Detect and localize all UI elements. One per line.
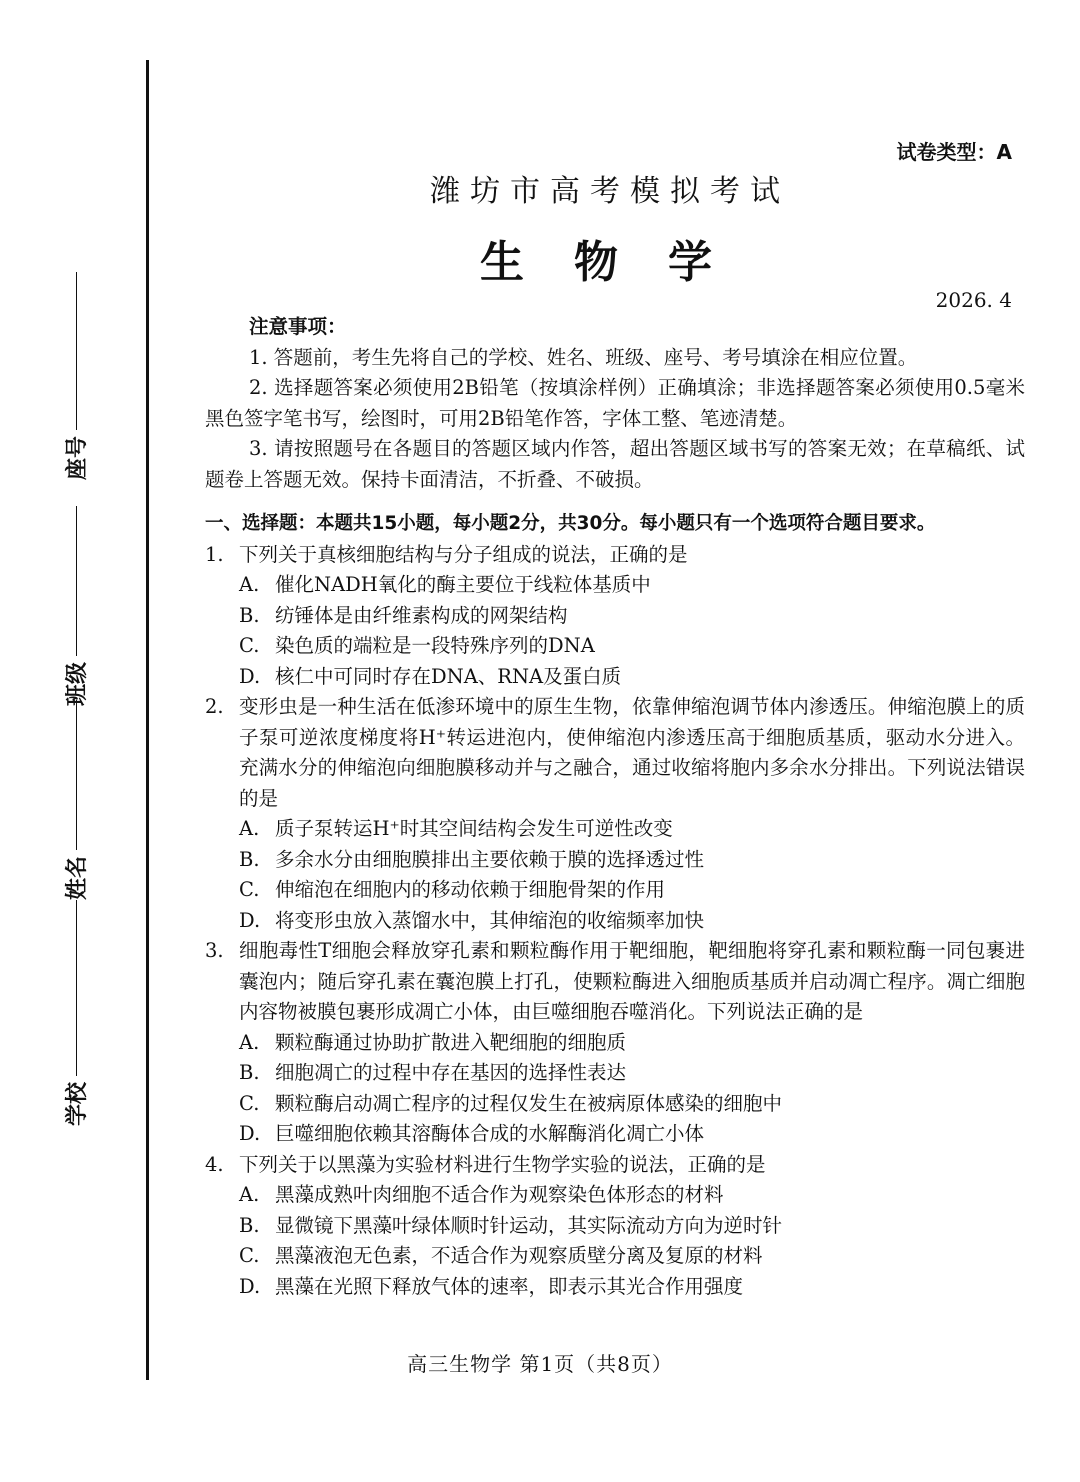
option-letter: A. (239, 817, 260, 840)
option-a[interactable] (205, 814, 1025, 845)
option-c[interactable] (205, 1241, 1025, 1272)
option-letter: B. (239, 847, 260, 871)
option-letter: D. (239, 1274, 261, 1298)
question-number: 2. (205, 695, 224, 718)
option-letter: A. (239, 1030, 260, 1054)
binding-line (146, 60, 149, 1380)
seat-number-field[interactable] (60, 272, 91, 480)
option-letter: A. (239, 573, 260, 596)
option-a[interactable] (205, 570, 1025, 601)
option-text: 多余水分由细胞膜排出主要依赖于膜的选择透过性 (275, 847, 705, 871)
name-blank[interactable] (75, 700, 77, 850)
notice-item: 3. 请按照题号在各题目的答题区域内作答，超出答题区域书写的答案无效；在草稿纸、试题卷上答题无效。保持卡面清洁，不折叠、不破损。 (205, 437, 1025, 491)
option-text: 催化NADH氧化的酶主要位于线粒体基质中 (275, 573, 651, 596)
seat-number-label: 座号 (65, 435, 90, 480)
option-c[interactable] (205, 1089, 1025, 1120)
option-b[interactable] (205, 1211, 1025, 1242)
option-text: 染色质的端粒是一段特殊序列的DNA (275, 634, 595, 657)
option-text: 显微镜下黑藻叶绿体顺时针运动，其实际流动方向为逆时针 (275, 1213, 783, 1237)
option-letter: C. (239, 634, 260, 657)
question-3 (205, 936, 1025, 1150)
option-c[interactable] (205, 631, 1025, 662)
option-b[interactable] (205, 601, 1025, 632)
question-stem: 下列关于真核细胞结构与分子组成的说法，正确的是 (239, 542, 688, 566)
option-d[interactable] (205, 662, 1025, 693)
option-a[interactable] (205, 1180, 1025, 1211)
option-b[interactable] (205, 1058, 1025, 1089)
option-text: 纺锤体是由纤维素构成的网架结构 (275, 603, 568, 627)
section-heading: 一、选择题：本题共15小题，每小题2分，共30分。每小题只有一个选项符合题目要求。 (205, 513, 936, 534)
school-field[interactable] (60, 900, 91, 1126)
page-footer: 高三生物学 第1页（共8页） (407, 1352, 673, 1376)
option-letter: C. (239, 1091, 260, 1115)
option-text: 颗粒酶通过协助扩散进入靶细胞的细胞质 (275, 1030, 627, 1054)
option-text: 质子泵转运H⁺时其空间结构会发生可逆性改变 (275, 817, 673, 840)
name-label: 姓名 (65, 855, 90, 900)
exam-title: 潍坊市高考模拟考试 (430, 174, 790, 209)
school-blank[interactable] (75, 900, 77, 1076)
question-number: 1. (205, 542, 224, 566)
question-number: 3. (205, 939, 224, 962)
option-letter: B. (239, 603, 260, 627)
option-c[interactable] (205, 875, 1025, 906)
question-4 (205, 1150, 1025, 1303)
option-d[interactable] (205, 906, 1025, 937)
question-stem: 变形虫是一种生活在低渗环境中的原生生物，依靠伸缩泡调节体内渗透压。伸缩泡膜上的质子泵可逆浓度梯度将H⁺转运进泡内，使伸缩泡内渗透压高于细胞质基质，驱动水分进入。充满水分的伸缩泡向细胞膜移动并与之融合，通过收缩将胞内多余水分排出。下列说法错误的是 (239, 695, 1025, 810)
option-letter: C. (239, 1244, 260, 1267)
question-2 (205, 692, 1025, 936)
class-blank[interactable] (75, 506, 77, 656)
option-text: 颗粒酶启动凋亡程序的过程仅发生在被病原体感染的细胞中 (275, 1091, 783, 1115)
option-letter: B. (239, 1061, 260, 1084)
option-letter: B. (239, 1213, 260, 1237)
option-b[interactable] (205, 845, 1025, 876)
option-letter: C. (239, 878, 260, 901)
question-stem: 细胞毒性T细胞会释放穿孔素和颗粒酶作用于靶细胞，靶细胞将穿孔素和颗粒酶一同包裹进囊泡内；随后穿孔素在囊泡膜上打孔，使颗粒酶进入细胞质基质并启动凋亡程序。凋亡细胞内容物被膜包裹形成凋亡小体，由巨噬细胞吞噬消化。下列说法正确的是 (239, 939, 1025, 1023)
option-a[interactable] (205, 1028, 1025, 1059)
question-stem: 下列关于以黑藻为实验材料进行生物学实验的说法，正确的是 (239, 1152, 766, 1176)
notice-item: 1. 答题前，考生先将自己的学校、姓名、班级、座号、考号填涂在相应位置。 (249, 345, 918, 369)
seat-number-blank[interactable] (75, 272, 77, 430)
option-text: 核仁中可同时存在DNA、RNA及蛋白质 (275, 664, 622, 688)
option-d[interactable] (205, 1119, 1025, 1150)
class-label: 班级 (65, 661, 90, 706)
option-letter: D. (239, 1122, 261, 1145)
notice-heading: 注意事项： (249, 315, 347, 338)
option-text: 伸缩泡在细胞内的移动依赖于细胞骨架的作用 (275, 878, 666, 901)
name-field[interactable] (60, 700, 91, 900)
option-d[interactable] (205, 1272, 1025, 1303)
exam-date: 2026. 4 (935, 288, 1012, 312)
option-text: 细胞凋亡的过程中存在基因的选择性表达 (275, 1061, 627, 1084)
question-number: 4. (205, 1152, 224, 1176)
option-text: 巨噬细胞依赖其溶酶体合成的水解酶消化凋亡小体 (275, 1122, 705, 1145)
class-field[interactable] (60, 506, 91, 706)
school-label: 学校 (65, 1081, 90, 1126)
option-text: 将变形虫放入蒸馏水中，其伸缩泡的收缩频率加快 (275, 908, 705, 932)
subject-title: 生物学 (480, 237, 762, 288)
paper-type: 试卷类型：A (896, 140, 1012, 164)
option-text: 黑藻液泡无色素，不适合作为观察质壁分离及复原的材料 (275, 1244, 763, 1267)
option-text: 黑藻成熟叶肉细胞不适合作为观察染色体形态的材料 (275, 1183, 724, 1206)
question-1 (205, 540, 1025, 693)
exam-content (205, 312, 1025, 1302)
option-letter: A. (239, 1183, 260, 1206)
option-text: 黑藻在光照下释放气体的速率，即表示其光合作用强度 (275, 1274, 744, 1298)
option-letter: D. (239, 908, 261, 932)
notice-item: 2. 选择题答案必须使用2B铅笔（按填涂样例）正确填涂；非选择题答案必须使用0.5毫米黑色签字笔书写，绘图时，可用2B铅笔作答，字体工整、笔迹清楚。 (205, 376, 1025, 430)
option-letter: D. (239, 664, 261, 688)
